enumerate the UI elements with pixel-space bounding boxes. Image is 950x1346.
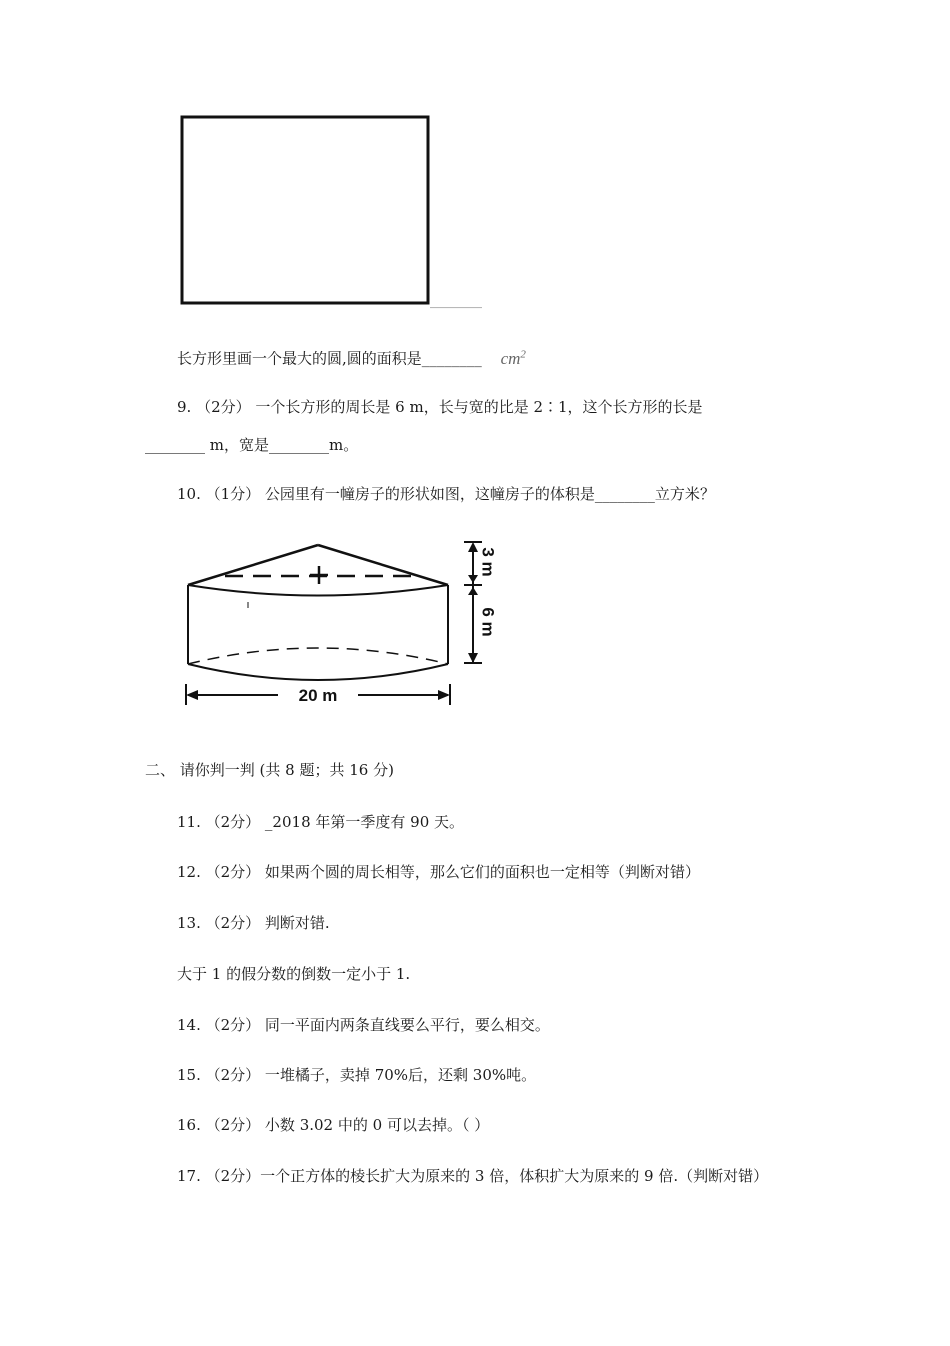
cone-height-label: 3 m [478,547,498,577]
question-12: 12. （2分） 如果两个圆的周长相等，那么它们的面积也一定相等（判断对错） [177,863,700,881]
diameter-label: 20 m [298,686,338,705]
q8-unit-base: cm [500,348,521,368]
section-2-heading: 二、 请你判一判 (共 8 题；共 16 分) [145,761,394,779]
q9-line1: 9. （2分） 一个长方形的周长是 6 m，长与宽的比是 2∶1，这个长方形的长是 [177,398,703,416]
q8-blank[interactable]: ________ [421,349,482,368]
question-11: 11. （2分） _2018 年第一季度有 90 天。 [177,813,465,831]
cylinder-height-label: 6 m [478,607,498,637]
q10-question: 10. （1分） 公园里有一幢房子的形状如图，这幢房子的体积是________立方米？ [177,485,715,503]
rectangle-shape [182,117,428,303]
q8-answer-blank[interactable]: ________ [430,294,482,309]
arrow-right [438,690,450,700]
question-13-statement: 大于 1 的假分数的倒数一定小于 1. [177,965,411,983]
question-13: 13. （2分） 判断对错. [177,914,330,932]
q8-question [177,344,526,369]
arrow-top [468,542,478,552]
q9-line2: ________ m，宽是________m。 [145,436,359,454]
rectangle-figure [178,113,438,309]
arrow-bottom [468,653,478,663]
arrow-left [186,690,198,700]
bottom-ellipse-back [188,648,448,664]
cone-left-edge [188,545,318,585]
arrow-mid-up [468,575,478,583]
bottom-ellipse-front [188,664,448,680]
question-17: 17. （2分）一个正方体的棱长扩大为原来的 3 倍，体积扩大为原来的 9 倍.（判断对错） [177,1167,769,1185]
question-14: 14. （2分） 同一平面内两条直线要么平行，要么相交。 [177,1016,550,1034]
q8-unit [501,349,526,368]
cone-right-edge [318,545,448,585]
house-figure [180,538,510,713]
q8-text: 长方形里画一个最大的圆,圆的面积是 [177,349,422,368]
question-16: 16. （2分） 小数 3.02 中的 0 可以去掉。（ ） [177,1116,490,1134]
question-15: 15. （2分） 一堆橘子，卖掉 70%后，还剩 30%吨。 [177,1066,537,1084]
arrow-mid-down [468,587,478,595]
top-ellipse-front [188,585,448,596]
q8-unit-exp: 2 [520,348,526,360]
